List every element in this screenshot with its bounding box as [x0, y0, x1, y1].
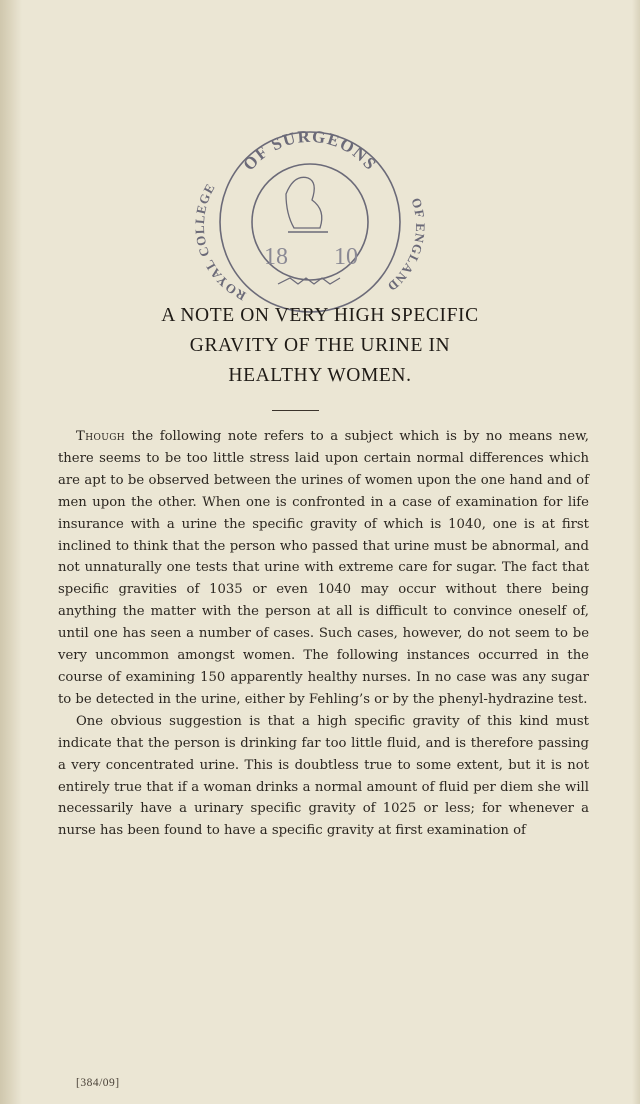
title-line-3: HEALTHY WOMEN. [228, 365, 412, 386]
stamp-left-text: ROYAL CO EGE [194, 180, 249, 304]
paragraph-1 [58, 426, 589, 711]
stamp-date-right: 10 [334, 244, 358, 270]
title-divider-rule [272, 410, 319, 411]
stamp-top-text: OF SURGEONS [239, 126, 381, 175]
paragraph-1-lead-word: Though [76, 429, 126, 444]
page-edge-shadow-left [0, 0, 22, 1104]
svg-text:OF ENGLAND [384, 196, 426, 295]
article-title [40, 301, 600, 391]
title-line-2: GRAVITY OF THE URINE IN [189, 335, 451, 356]
article-body [58, 426, 589, 842]
title-line-1: A NOTE ON VERY HIGH SPECIFIC [161, 305, 479, 326]
stamp-right-text: O GLAND [384, 196, 426, 295]
catalogue-code: [384/09] [76, 1077, 120, 1089]
paragraph-1-text: the following note refers to a subject which is by no means new, there seems to be too little stress laid upon certain normal differences which are apt to be observed between the urines of women upon the one hand and of men upon the other. When one is confronted in a case of examination for life insurance with a urine the specific gravity of which is 1040, one is at first inclined to think that the person who passed that urine must be abnormal, and not unnaturally one tests that urine with extreme care for sugar. The fact that specific gravities of 1035 or even 1040 may occur without there being anything the matter with the person at all is difficult to convince oneself of, until one has seen a number of cases. Such cases, however, do not seem to be very uncommon amongst women. The following instances occurred in the course of examining 150 apparently healthy nurses. In no case was any sugar to be detected in the urine, either by Fehling’s or by the phenyl-hydrazine test. [58, 429, 589, 707]
paragraph-2: One obvious suggestion is that a high specific gravity of this kind must indicate that the person is drinking far too little fluid, and is therefore passing a very concentrated urine. This is doubtless true to some extent, but it is not entirely true that if a woman drinks a normal amount of fluid per diem she will necessarily have a urinary specific gravity of 1025 or less; for whenever a nurse has been found to have a specific gravity at first examination of [58, 713, 589, 839]
svg-text:OF SURGEONS [239, 127, 380, 174]
svg-text:ROYAL COLLEGE [194, 180, 248, 303]
stamp-date-left: 18 [264, 244, 288, 270]
page-edge-shadow-right [632, 0, 640, 1104]
